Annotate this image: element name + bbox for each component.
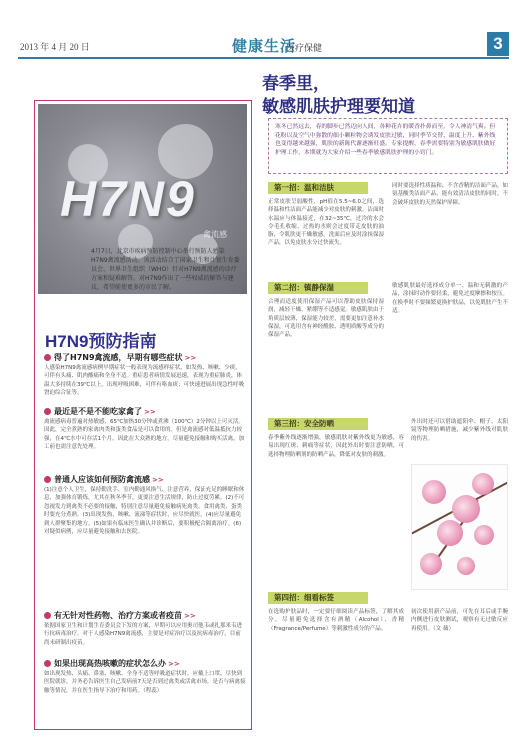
question-1: 得了H7N9禽流感，早期有哪些症状 >> <box>44 352 196 363</box>
question-4: 有无针对性药物、治疗方案或者疫苗 >> <box>44 610 196 621</box>
header-rule <box>18 57 509 59</box>
question-3: 普通人应该如何预防禽流感 >> <box>44 474 164 485</box>
chevron-right-icon: >> <box>184 612 196 620</box>
bullet-icon <box>44 354 51 361</box>
column-name: 医疗保健 <box>286 44 323 54</box>
page-header <box>0 0 525 60</box>
bullet-icon <box>44 476 51 483</box>
bullet-icon <box>44 612 51 619</box>
issue-date: 2013 年 4 月 20 日 <box>20 42 90 52</box>
tip-2-col-2: 敏感肌肤最好选择成分单一、温和无刺激的产品，涂抹时动作要轻柔，避免过度摩擦和按压。在换季时不要频繁更换护肤品，以免肌肤产生不适。 <box>392 283 508 314</box>
tip-3-heading: 第三招：安全防晒 <box>268 418 368 430</box>
answer-2: 禽流感病毒普遍对热敏感，65℃加热30分钟或煮沸（100℃）2分钟以上可灭活。因此，完全煮熟的家禽肉类和蛋类食品是可以食用的。但是禽流感对低温抵抗力较强，在4℃水中可存活1个月。因此在大众熟的地方，尽量避免接触和购买活禽，加工前也需注意先处理。 <box>44 419 245 451</box>
hero-sub-label: 禽流感 <box>203 230 227 239</box>
hero-virus-label: H7N9 <box>60 171 196 227</box>
tip-1-col-1: 正常皮肤呈弱酸性，pH值在5.5~6.0之间，选择温和性洁面产品能减少对皮肤的刺激。洁面时水温应与体温接近，在32~35℃，过冷的水会令毛孔收缩，过热的水则会过度带走皮肤的油脂，令肌肤更干燥敏感。洗面后应及时涂抹保湿产品，以免皮肤水分过快流失。 <box>268 199 384 247</box>
tip-1-heading: 第一招：温和洁肤 <box>268 182 368 194</box>
article-lead: 寒冬已然远去，春的脚步已然迈向人间，各种花卉的暖香扑鼻而至，令人神清气爽。但花粉以及空气中弥散的细小颗粒物会诱发皮肤过敏，同时季节交替、温度上升、紫外线也变得越来越强，肌肤的新陈代谢逐渐旺盛。专家提醒，春季需要特别为敏感肌肤做好护理工作，本期就为大家介绍一些春季敏感肌肤护理的小窍门。 <box>268 118 508 174</box>
chevron-right-icon: >> <box>152 476 164 484</box>
tip-3-col-1: 春季紫外线逐渐增强，敏感肌肤对紫外线更为敏感，容易出现红斑、刺痛等症状，因此外出时要注意防晒，可选择物理防晒剂的防晒产品，降低对皮肤的刺激。 <box>268 435 404 458</box>
page-number: 3 <box>487 32 509 56</box>
question-5: 如果出现高热咳嗽的症状怎么办 >> <box>44 658 180 669</box>
answer-1: 人感染H7N9禽流感病例早期症状一般表现为流感样症状，如发热、咳嗽、少痰，可伴有头痛、肌肉酸痛和全身不适。重症患者病情发展迅速，表现为重症肺炎，体温大多持续在39℃以上，出现呼吸困难，可伴有咯血痰；可快速进展出现急性呼吸窘迫综合征等。 <box>44 365 245 397</box>
tip-1-col-2: 同时要选择性质温和、不含香精的洁面产品，如氨基酸类洁面产品，能有效清洁皮肤的同时，不会破坏皮肤的天然保护屏障。 <box>392 183 508 206</box>
plum-blossom-image <box>411 464 508 590</box>
tip-4-col-1: 在选购护肤品时，一定要仔细阅读产品标签，了解其成分。尽量避免选择含有酒精（Alcohol）、香精（Fragrance/Perfume）等刺激性成分的产品。 <box>268 609 404 632</box>
tip-3-side-text: 外出时还可以借助遮阳伞、帽子、太阳镜等物理防晒措施，减少紫外线对肌肤的伤害。 <box>411 419 508 442</box>
answer-4: 依据国家卫生和计划生育委员会下发的方案，早期可以应用奥司他韦或扎那米韦进行抗病毒治疗。对于人感染H7N9禽流感，主要是对症治疗以及抗病毒治疗，目前尚未研制出疫苗。 <box>44 623 243 646</box>
tip-2-heading: 第二招：镇静保湿 <box>268 282 368 294</box>
section-brand: 健康生活 <box>232 37 297 55</box>
tip-2-col-1: 合理而适度使用保湿产品可以帮助皮肤保持湿润，减轻干燥、紧绷等不适感觉。敏感肌肤由于角质层较薄，保湿能力较差，需要更加注意补水保湿，可选用含有神经酰胺、透明质酸等成分的保湿产品。 <box>268 299 384 339</box>
panel-intro: 4月7日，北京市疾病预防控制中心举行预防人感染H7N9禽流感活动。该活动结合了国家卫生和计划生育委员会、世界卫生组织（WHO）针对H7N9禽流感的诊疗方案和疑难解答，对H7N9作出了一些权威的解答与建议，希望能使更多的市民了解。 <box>91 248 240 291</box>
question-2: 最近是不是不能吃家禽了 >> <box>44 406 156 417</box>
answer-3: (1)注意个人卫生，保持勤洗手、室内勤通风换气、注意营养，保证充足的睡眠和休息，加强体育锻炼，尤其在秋冬季节，更要注意生活规律，防止过度劳累。(2)不可忽视发力到禽类不必要的接触，特别注意尽量避免接触病死禽类。食用禽类、蛋类时要充分煮熟。(3)出现发热、咳嗽、流涕等症状时，应尽快就医。(4)应尽量避免到人群聚集的地方。(5)如果有临床医生确认并诊断后，要积极配合隔离治疗。(6)对疑似病例，应尽量避免接触和去医院。 <box>44 487 245 536</box>
chevron-right-icon: >> <box>184 354 197 362</box>
panel-title: H7N9预防指南 <box>45 332 157 351</box>
chevron-right-icon: >> <box>168 660 180 668</box>
chevron-right-icon: >> <box>144 408 156 416</box>
bullet-icon <box>44 660 51 667</box>
answer-5: 如出现发热、头痛、鼻塞、咳嗽、全身不适等呼吸道症状时，应戴上口罩，尽快到医院就诊，并务必告诉医生自己发病前7天是否到过禽类或活禽市场，是否与病禽接触等情况，并在医生指导下治疗和用药。（程蕊） <box>44 671 246 694</box>
tip-4-heading: 第四招：细看标签 <box>268 592 368 604</box>
article-title: 春季里， 敏感肌肤护理要知道 <box>262 74 415 116</box>
bullet-icon <box>44 408 51 415</box>
tip-4-col-2: 初次使用新产品前，可先在耳后或手腕内侧进行皮肤测试，观察有无过敏反应再使用。（文 薇） <box>411 609 508 632</box>
